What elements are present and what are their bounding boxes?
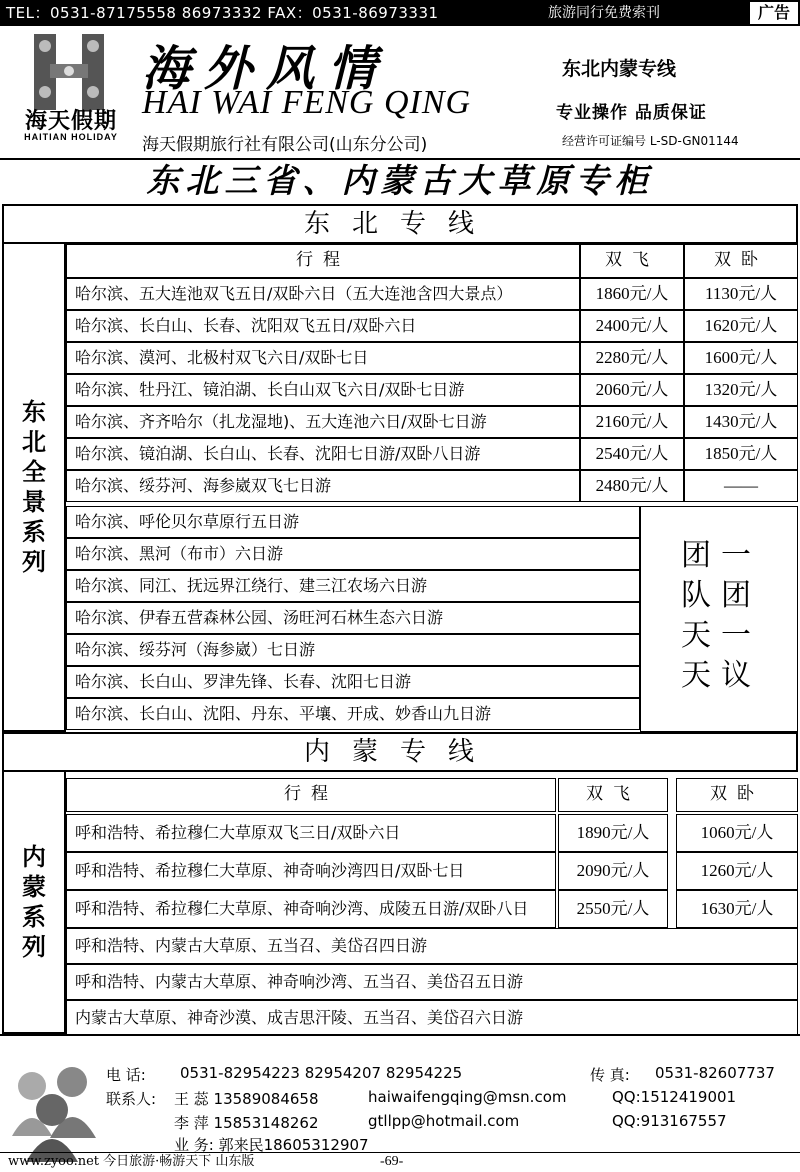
fax-number: 0531-82607737 [655,1064,775,1082]
im-sleeper-price: 1260元/人 [676,852,798,890]
qq-1: QQ:1512419001 [612,1088,737,1106]
ne-group-route: 哈尔滨、长白山、沈阳、丹东、平壤、开成、妙香山九日游 [66,698,640,730]
page-header [0,26,800,156]
ne-route: 哈尔滨、齐齐哈尔（扎龙湿地)、五大连池六日/双卧七日游 [66,406,580,438]
ne-fly-price: 2400元/人 [580,310,684,342]
contact-label: 联系人: [106,1090,157,1108]
business-contact: 业 务: 郭来民18605312907 [174,1136,369,1154]
ne-header-route: 行程 [66,244,580,278]
inner-mongolia-side-text: 内蒙系列 [22,843,46,961]
im-route: 呼和浩特、希拉穆仁大草原双飞三日/双卧六日 [66,814,556,852]
magazine-title-en: HAI WAI FENG QING [142,84,472,121]
ne-fly-price: 2060元/人 [580,374,684,406]
im-plain-route: 内蒙古大草原、神奇沙漠、成吉思汗陵、五当召、美岱召六日游 [66,1000,798,1036]
ne-route: 哈尔滨、长白山、长春、沈阳双飞五日/双卧六日 [66,310,580,342]
im-plain-route: 呼和浩特、内蒙古大草原、五当召、美岱召四日游 [66,928,798,964]
ne-route: 哈尔滨、漠河、北极村双飞六日/双卧七日 [66,342,580,374]
contact-line: TEL：0531-87175558 86973332 FAX：0531-86973331 [6,4,439,22]
ne-group-route: 哈尔滨、同江、抚远界江绕行、建三江农场六日游 [66,570,640,602]
page-banner: 东北三省、内蒙古大草原专柜 [0,158,800,200]
inner-mongolia-side-label [2,772,66,1034]
ne-sleeper-price: 1130元/人 [684,278,798,310]
free-catalog-slogan: 旅游同行免费索刊 [548,5,660,21]
qq-2: QQ:913167557 [612,1112,727,1130]
ne-group-route: 哈尔滨、伊春五营森林公园、汤旺河石林生态六日游 [66,602,640,634]
im-fly-price: 1890元/人 [558,814,668,852]
ne-header-fly: 双飞 [580,244,684,278]
im-sleeper-price: 1060元/人 [676,814,798,852]
fax-label: 传 真: [590,1066,630,1084]
logo-brand-en: HAITIAN HOLIDAY [24,132,118,142]
im-fly-price: 2550元/人 [558,890,668,928]
ne-fly-price: 1860元/人 [580,278,684,310]
ne-route: 哈尔滨、绥芬河、海参崴双飞七日游 [66,470,580,502]
im-route: 呼和浩特、希拉穆仁大草原、神奇响沙湾、成陵五日游/双卧八日 [66,890,556,928]
agency-name: 海天假期旅行社有限公司(山东分公司) [142,135,428,155]
ne-fly-price: 2540元/人 [580,438,684,470]
ne-header-sleeper: 双卧 [684,244,798,278]
group-note-left: 团队天天 [681,538,711,693]
northeast-section-title: 东北专线 [2,204,798,244]
ne-fly-price: 2160元/人 [580,406,684,438]
h-logo-icon [30,32,108,112]
bottom-strip [0,1152,800,1172]
ne-sleeper-price: —— [684,470,798,502]
ne-route: 哈尔滨、五大连池双飞五日/双卧六日（五大连池含四大景点） [66,278,580,310]
ne-sleeper-price: 1320元/人 [684,374,798,406]
page-number: -69- [380,1154,404,1169]
magazine-title-cn: 海外风情 [142,41,391,97]
ne-sleeper-price: 1850元/人 [684,438,798,470]
route-tag: 东北内蒙专线 [562,58,677,80]
contact-2: 李 萍 15853148262 [174,1114,319,1132]
ne-route: 哈尔滨、牡丹江、镜泊湖、长白山双飞六日/双卧七日游 [66,374,580,406]
logo-brand: 海天假期 [24,109,117,134]
im-sleeper-price: 1630元/人 [676,890,798,928]
people-icon [8,1056,100,1164]
contact-1: 王 蕊 13589084658 [174,1090,319,1108]
tel-numbers: 0531-82954223 82954207 82954225 [180,1064,463,1082]
group-note-right: 一团一议 [721,538,751,693]
ne-fly-price: 2280元/人 [580,342,684,374]
ne-fly-price: 2480元/人 [580,470,684,502]
ne-group-route: 哈尔滨、长白山、罗津先锋、长春、沈阳七日游 [66,666,640,698]
im-header-sleeper: 双卧 [676,778,798,812]
northeast-side-label [2,244,66,732]
license-number: 经营许可证编号 L-SD-GN01144 [562,134,739,148]
ne-group-route: 哈尔滨、绥芬河（海参崴）七日游 [66,634,640,666]
im-plain-route: 呼和浩特、内蒙古大草原、神奇响沙湾、五当召、美岱召五日游 [66,964,798,1000]
im-header-route: 行程 [66,778,556,812]
ne-sleeper-price: 1430元/人 [684,406,798,438]
email-1: haiwaifengqing@msn.com [368,1088,567,1106]
email-2: gtllpp@hotmail.com [368,1112,520,1130]
inner-mongolia-section-title: 内蒙专线 [2,732,798,772]
tel-label: 电 话: [106,1066,146,1084]
ad-badge: 广告 [748,0,800,26]
im-fly-price: 2090元/人 [558,852,668,890]
ne-route: 哈尔滨、镜泊湖、长白山、长春、沈阳七日游/双卧八日游 [66,438,580,470]
ne-group-route: 哈尔滨、黑河（布市）六日游 [66,538,640,570]
top-bar [0,0,800,26]
im-header-fly: 双飞 [558,778,668,812]
ne-sleeper-price: 1600元/人 [684,342,798,374]
ne-group-route: 哈尔滨、呼伦贝尔草原行五日游 [66,506,640,538]
quality-tag: 专业操作 品质保证 [556,103,707,123]
company-logo [6,32,132,150]
ne-sleeper-price: 1620元/人 [684,310,798,342]
im-route: 呼和浩特、希拉穆仁大草原、神奇响沙湾四日/双卧七日 [66,852,556,890]
northeast-side-text: 东北全景系列 [22,398,46,576]
site-slogan: www.zyoo.net 今日旅游·畅游天下 山东版 [8,1154,255,1169]
